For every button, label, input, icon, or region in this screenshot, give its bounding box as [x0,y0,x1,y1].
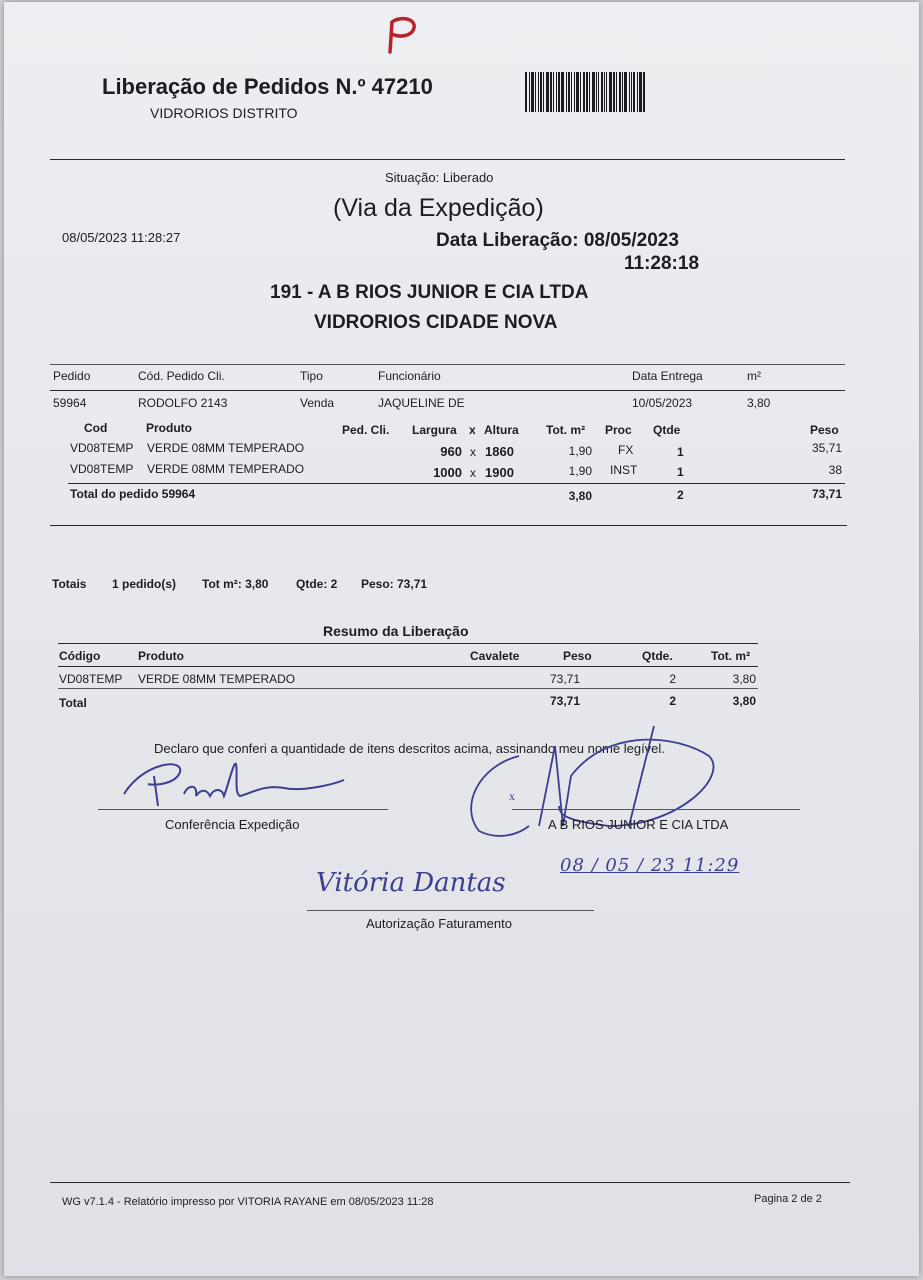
resumo-col-codigo: Código [59,649,101,663]
barcode-bar [596,72,597,112]
item-produto: VERDE 08MM TEMPERADO [147,441,305,455]
resumo-codigo: VD08TEMP [59,672,123,686]
barcode-bar [609,72,612,112]
barcode-bar [553,72,554,112]
item-cod: VD08TEMP [70,441,134,455]
resumo-total-label: Total [59,696,87,710]
barcode-bar [576,72,579,112]
footer-printed-by: WG v7.1.4 - Relatório impresso por VITORIA RAYANE em 08/05/2023 11:28 [62,1196,434,1208]
barcode-bar [598,72,599,112]
barcode-bar [629,72,630,112]
resumo-col-peso: Peso [563,649,592,663]
items-col-qtde: Qtde [653,423,681,437]
barcode-bar [589,72,590,112]
col-cod-cli: Cód. Pedido Cli. [138,369,225,383]
barcode-bar [525,72,527,112]
col-data-entrega: Data Entrega [632,369,703,383]
signature-autorizacao: Vitória Dantas [316,868,506,898]
barcode-bar [616,72,617,112]
client-name: 191 - A B RIOS JUNIOR E CIA LTDA [270,282,589,303]
barcode-bar [531,72,534,112]
totais-label: Totais [52,577,87,591]
totais-pedidos: 1 pedido(s) [112,577,177,591]
barcode-bar [624,72,627,112]
item-x: x [470,466,476,480]
handwritten-p-mark [376,12,426,56]
declaration-text: Declaro que conferi a quantidade de itens descritos acima, assinando meu nome legível. [154,741,665,756]
items-col-cod: Cod [84,421,108,435]
client-branch: VIDRORIOS CIDADE NOVA [314,312,558,333]
order-header-rule [50,390,845,391]
resumo-peso: 73,71 [549,672,580,686]
order-top-rule [50,364,845,365]
item-qtde: 1 [677,445,684,459]
col-tipo: Tipo [300,369,323,383]
barcode-bar [580,72,581,112]
resumo-top-rule [58,643,758,644]
barcode-bar [633,72,635,112]
resumo-total-m2: 3,80 [732,694,756,708]
col-m2: m² [747,369,761,383]
autorizacao-line [307,910,594,911]
totais-peso: Peso: 73,71 [361,577,428,591]
barcode-bar [574,72,575,112]
order-m2: 3,80 [747,396,771,410]
barcode-bar [546,72,549,112]
order-cod-cli: RODOLFO 2143 [138,396,228,410]
items-col-largura: Largura [412,423,457,437]
barcode-bar [543,72,544,112]
barcode-bar [556,72,557,112]
resumo-col-tot-m2: Tot. m² [711,649,751,663]
totais-qtde: Qtde: 2 [296,577,338,591]
order-total-label: Total do pedido 59964 [70,487,196,501]
signature-conferencia [114,754,354,824]
order-funcionario: JAQUELINE DE [378,396,465,410]
resumo-col-produto: Produto [138,649,184,663]
barcode-bar [586,72,588,112]
item-largura: 1000 [433,465,462,480]
barcode-bar [561,72,564,112]
printed-timestamp: 08/05/2023 11:28:27 [62,230,181,245]
order-tipo: Venda [300,396,335,410]
items-col-produto: Produto [146,421,192,435]
item-peso: 38 [828,463,842,477]
barcode [525,72,667,112]
order-pedido: 59964 [53,396,87,410]
barcode-bar [538,72,539,112]
barcode-bar [529,72,530,112]
item-largura: 960 [440,444,462,459]
liberacao-time: 11:28:18 [624,253,700,274]
resumo-produto: VERDE 08MM TEMPERADO [138,672,296,686]
resumo-qtde: 2 [669,672,676,686]
barcode-bar [604,72,605,112]
order-bottom-rule [50,525,847,526]
item-qtde: 1 [677,465,684,479]
totais-m2: Tot m²: 3,80 [202,577,269,591]
order-total-peso: 73,71 [811,487,842,501]
liberacao-date: Data Liberação: 08/05/2023 [436,230,679,251]
barcode-bar [637,72,638,112]
items-col-tot-m2: Tot. m² [546,423,586,437]
barcode-bar [558,72,560,112]
items-col-ped-cli: Ped. Cli. [342,423,390,437]
barcode-bar [631,72,632,112]
footer-page-number: Pagina 2 de 2 [754,1193,822,1205]
barcode-bar [571,72,572,112]
barcode-bar [622,72,623,112]
order-total-m2: 3,80 [568,489,592,503]
conferencia-label: Conferência Expedição [165,817,300,832]
item-tot-m2: 1,90 [568,464,592,478]
item-proc: FX [618,443,634,457]
col-pedido: Pedido [53,369,91,383]
resumo-tot-m2: 3,80 [732,672,756,686]
items-col-peso: Peso [810,423,839,437]
resumo-total-peso: 73,71 [549,694,580,708]
barcode-bar [566,72,567,112]
items-total-rule [68,483,845,484]
document-title: Liberação de Pedidos N.º 47210 [102,74,433,99]
resumo-col-qtde: Qtde. [642,649,673,663]
situacao-label: Situação: Liberado [385,170,494,185]
resumo-title: Resumo da Liberação [323,623,469,639]
handwritten-date: 08 / 05 / 23 11:29 [560,855,740,876]
item-altura: 1900 [485,465,514,480]
order-data-entrega: 10/05/2023 [632,396,693,410]
barcode-bar [583,72,585,112]
resumo-header-rule [58,666,758,667]
items-col-x: x [469,423,476,437]
company-name: VIDRORIOS DISTRITO [150,105,298,121]
header-divider [50,159,845,160]
client-sign-label: A B RIOS JUNIOR E CIA LTDA [548,817,729,832]
barcode-bar [606,72,607,112]
item-tot-m2: 1,90 [568,444,592,458]
col-funcionario: Funcionário [378,369,441,383]
barcode-bar [619,72,621,112]
barcode-bar [639,72,642,112]
items-col-altura: Altura [484,423,519,437]
barcode-bar [540,72,542,112]
order-total-qtde: 2 [677,488,684,502]
item-altura: 1860 [485,444,514,459]
via-title: (Via da Expedição) [333,194,544,222]
resumo-col-cavalete: Cavalete [470,649,520,663]
resumo-total-qtde: 2 [669,694,676,708]
item-cod: VD08TEMP [70,462,134,476]
svg-text:x: x [509,789,515,803]
autorizacao-label: Autorização Faturamento [366,916,512,931]
item-proc: INST [610,463,638,477]
barcode-bar [592,72,595,112]
item-produto: VERDE 08MM TEMPERADO [147,462,305,476]
footer-rule [50,1182,850,1183]
client-sign-line [512,809,800,810]
barcode-bar [601,72,603,112]
item-peso: 35,71 [811,441,842,455]
barcode-bar [550,72,552,112]
document-page [4,2,919,1276]
item-x: x [470,445,476,459]
barcode-bar [613,72,615,112]
conferencia-line [98,809,388,810]
resumo-total-rule [58,688,758,689]
items-col-proc: Proc [605,423,632,437]
barcode-bar [568,72,570,112]
barcode-bar [535,72,536,112]
barcode-bar [643,72,645,112]
